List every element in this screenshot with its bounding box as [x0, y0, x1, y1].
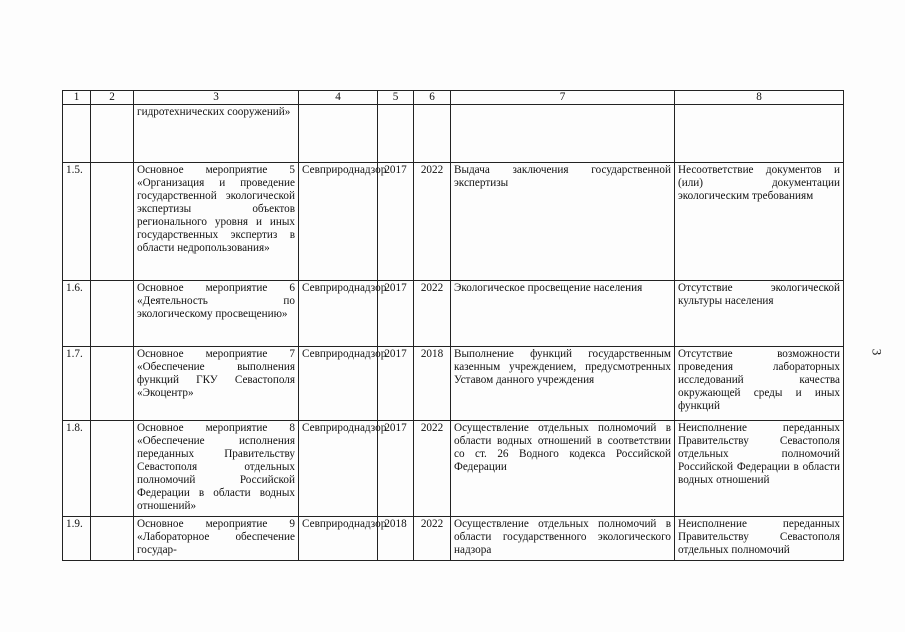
header-cell: 7: [451, 91, 675, 105]
table-row: [63, 347, 844, 421]
start-year: 2017: [378, 347, 414, 421]
table-row: [63, 517, 844, 561]
header-cell: 4: [299, 91, 378, 105]
row-number: 1.8.: [63, 421, 91, 517]
event-cell: Основное мероприятие 7 «Обеспечение выполнения функций ГКУ Севастополя «Экоцентр»: [134, 347, 299, 421]
executor-cell: Севприроднадзор: [299, 347, 378, 421]
consequence-cell: Отсутствие экологической культуры населения: [675, 281, 844, 347]
consequence-cell: Неисполнение переданных Правительству Севастополя отдельных полномочий Российской Федерации в области водных отношений: [675, 421, 844, 517]
end-year: 2018: [414, 347, 451, 421]
executor-cell: Севприроднадзор: [299, 281, 378, 347]
row-number: 1.7.: [63, 347, 91, 421]
executor-cell: Севприроднадзор: [299, 517, 378, 561]
row-number: 1.9.: [63, 517, 91, 561]
table-row: [63, 163, 844, 281]
consequence-cell: Отсутствие возможности проведения лабораторных исследований качества окружающей среды и иных функций: [675, 347, 844, 421]
start-year: 2018: [378, 517, 414, 561]
table-row: [63, 281, 844, 347]
header-cell: 8: [675, 91, 844, 105]
consequence-cell: Несоответствие документов и (или) документации экологическим требованиям: [675, 163, 844, 281]
event-cell: Основное мероприятие 9 «Лабораторное обеспечение государ-: [134, 517, 299, 561]
end-year: 2022: [414, 421, 451, 517]
header-cell: 6: [414, 91, 451, 105]
result-cell: Выполнение функций государственным казенным учреждением, предусмотренных Уставом данного учреждения: [451, 347, 675, 421]
executor-cell: Севприроднадзор: [299, 421, 378, 517]
row-number: 1.5.: [63, 163, 91, 281]
header-cell: 5: [378, 91, 414, 105]
program-events-table: [62, 90, 844, 561]
event-cell: гидротехнических сооружений»: [134, 105, 299, 163]
header-row: [63, 91, 844, 105]
result-cell: Выдача заключения государственной экспертизы: [451, 163, 675, 281]
start-year: 2017: [378, 281, 414, 347]
result-cell: Осуществление отдельных полномочий в области государственного экологического надзора: [451, 517, 675, 561]
page-number: 3: [869, 348, 885, 356]
event-cell: Основное мероприятие 8 «Обеспечение исполнения переданных Правительству Севастополя отдельных полномочий Российской Федерации в области водных отношений»: [134, 421, 299, 517]
header-cell: 1: [63, 91, 91, 105]
header-cell: 3: [134, 91, 299, 105]
end-year: 2022: [414, 281, 451, 347]
table-row: [63, 421, 844, 517]
consequence-cell: Неисполнение переданных Правительству Севастополя отдельных полномочий: [675, 517, 844, 561]
header-cell: 2: [91, 91, 134, 105]
start-year: 2017: [378, 421, 414, 517]
executor-cell: Севприроднадзор: [299, 163, 378, 281]
start-year: 2017: [378, 163, 414, 281]
row-number: 1.6.: [63, 281, 91, 347]
end-year: 2022: [414, 163, 451, 281]
event-cell: Основное мероприятие 6 «Деятельность по экологическому просвещению»: [134, 281, 299, 347]
end-year: 2022: [414, 517, 451, 561]
event-cell: Основное мероприятие 5 «Организация и проведение государственной экологической экспертизы объектов регионального уровня и иных государственных экспертиз в области недропользования»: [134, 163, 299, 281]
table-row: [63, 105, 844, 163]
result-cell: Осуществление отдельных полномочий в области водных отношений в соответствии со ст. 26 Водного кодекса Российской Федерации: [451, 421, 675, 517]
result-cell: Экологическое просвещение населения: [451, 281, 675, 347]
